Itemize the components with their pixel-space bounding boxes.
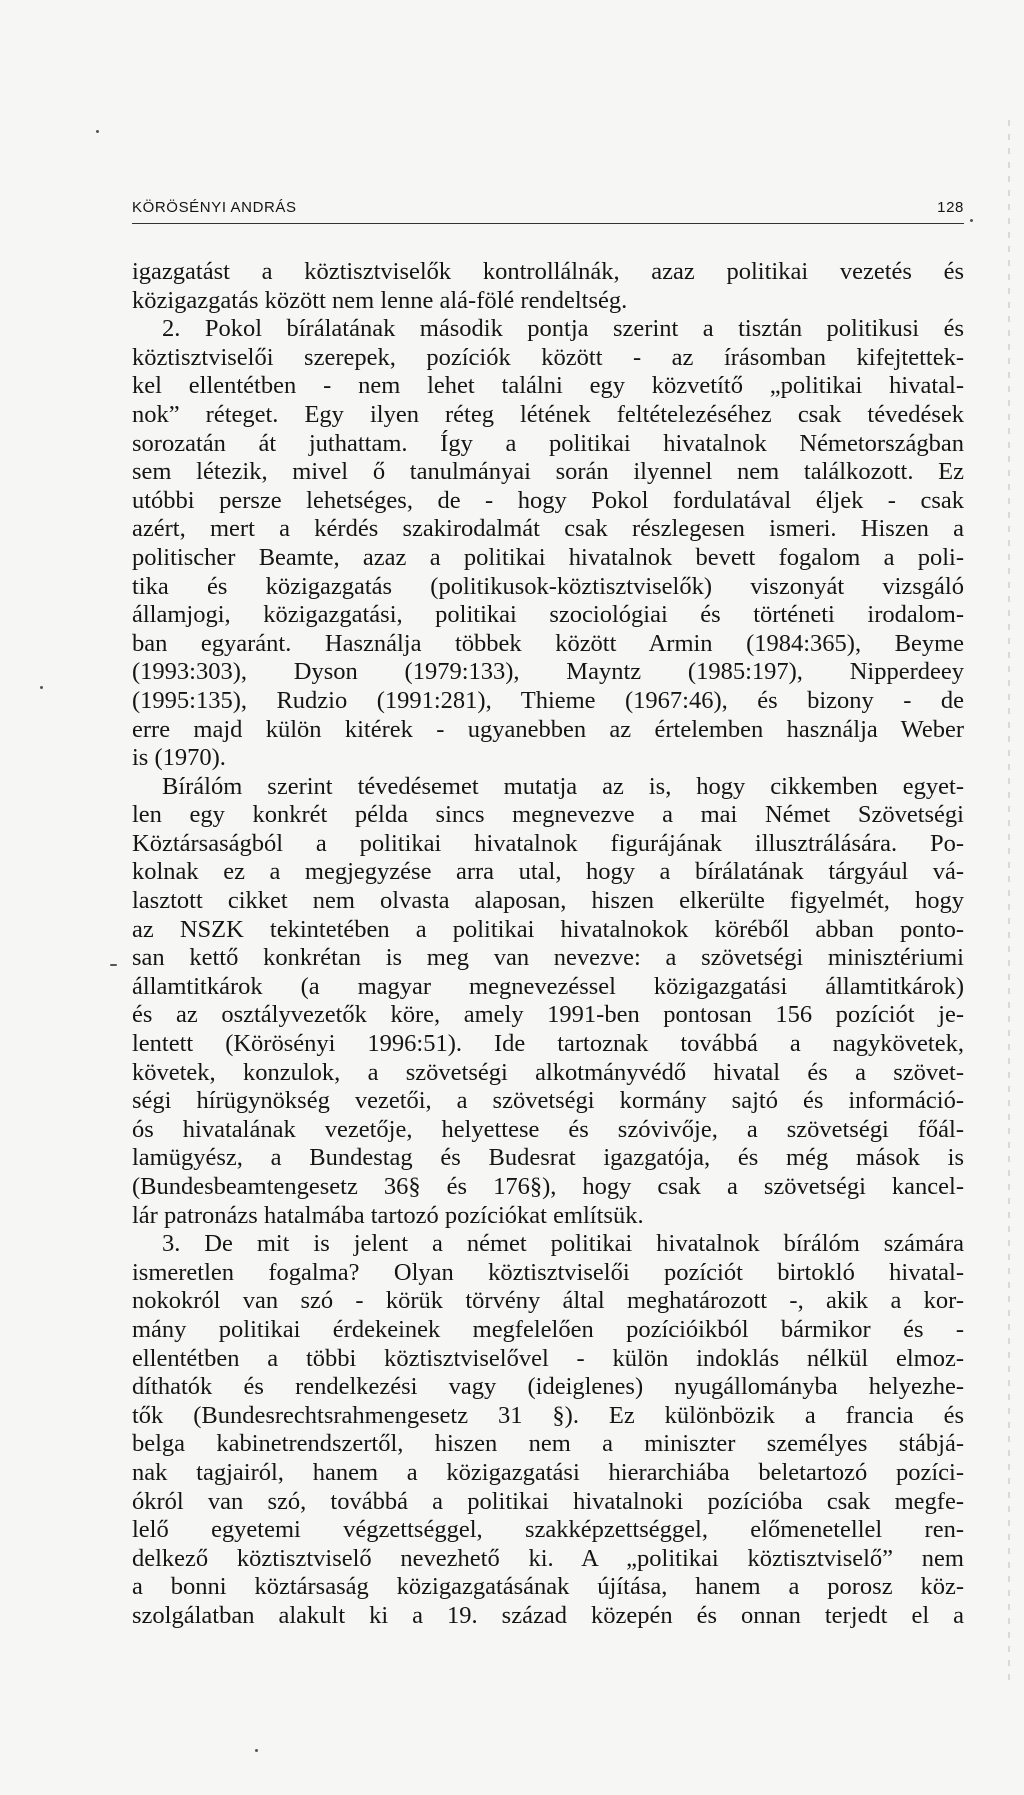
header-rule bbox=[132, 223, 964, 224]
text-line: ellentétben a többi köztisztviselővel - külön indoklás nélkül elmoz- bbox=[132, 1344, 964, 1372]
page-number: 128 bbox=[937, 199, 964, 216]
text-line: tika és közigazgatás (politikusok-köztisztviselők) viszonyát vizsgáló bbox=[132, 572, 964, 600]
text-line: Bírálóm szerint tévedésemet mutatja az is, hogy cikkemben egyet- bbox=[162, 772, 964, 800]
scan-speck bbox=[255, 1749, 258, 1752]
text-line: sem létezik, mivel ő tanulmányai során ilyennel nem találkozott. Ez bbox=[132, 458, 964, 486]
text-line: lár patronázs hatalmába tartozó pozíciókat említsük. bbox=[132, 1201, 644, 1229]
text-line: díthatók és rendelkezési vagy (ideiglenes) nyugállományba helyezhe- bbox=[132, 1373, 964, 1401]
text-line: ismeretlen fogalma? Olyan köztisztviselői pozíciót birtokló hivatal- bbox=[132, 1258, 964, 1286]
text-line: san kettő konkrétan is meg van nevezve: a szövetségi minisztériumi bbox=[132, 944, 964, 972]
header-author: KÖRÖSÉNYI ANDRÁS bbox=[132, 199, 297, 216]
text-line: államjogi, közigazgatási, politikai szociológiai és történeti irodalom- bbox=[132, 601, 964, 629]
text-line: utóbbi persze lehetséges, de - hogy Pokol fordulatával éljek - csak bbox=[132, 486, 964, 514]
text-line: (Bundesbeamtengesetz 36§ és 176§), hogy csak a szövetségi kancel- bbox=[132, 1173, 964, 1200]
text-line: nak tagjairól, hanem a közigazgatási hierarchiába beletartozó pozíci- bbox=[132, 1458, 964, 1486]
text-line: 2. Pokol bírálatának második pontja szerint a tisztán politikusi és bbox=[162, 315, 964, 343]
body-text bbox=[132, 258, 964, 1631]
scan-speck bbox=[40, 686, 43, 689]
text-line: is (1970). bbox=[132, 744, 226, 772]
text-line: belga kabinetrendszertől, hiszen nem a miniszter személyes stábjá- bbox=[132, 1430, 964, 1458]
text-line: a bonni köztársaság közigazgatásának újítása, hanem a porosz köz- bbox=[132, 1573, 964, 1601]
text-line: ókról van szó, továbbá a politikai hivatalnoki pozícióba csak megfe- bbox=[132, 1487, 964, 1515]
text-line: ban egyaránt. Használja többek között Armin (1984:365), Beyme bbox=[132, 629, 964, 657]
text-line: lentett (Körösényi 1996:51). Ide tartoznak továbbá a nagykövetek, bbox=[132, 1030, 964, 1058]
text-line: kolnak ez a megjegyzése arra utal, hogy a bírálatának tárgyául vá- bbox=[132, 858, 964, 886]
scan-speck bbox=[970, 219, 973, 222]
text-line: szolgálatban alakult ki a 19. század közepén és onnan terjedt el a bbox=[132, 1601, 964, 1629]
text-line: len egy konkrét példa sincs megnevezve a mai Német Szövetségi bbox=[132, 801, 964, 829]
text-line: nokokról van szó - körük törvény által meghatározott -, akik a kor- bbox=[132, 1287, 964, 1315]
scan-edge-shadow bbox=[1008, 120, 1010, 1680]
text-line: (1995:135), Rudzio (1991:281), Thieme (1967:46), és bizony - de bbox=[132, 686, 964, 714]
running-header bbox=[132, 199, 964, 221]
text-line: lasztott cikket nem olvasta alaposan, hiszen elkerülte figyelmét, hogy bbox=[132, 887, 964, 915]
text-line: lamügyész, a Bundestag és Budesrat igazgatója, és még mások is bbox=[132, 1144, 964, 1172]
text-line: politischer Beamte, azaz a politikai hivatalnok bevett fogalom a poli- bbox=[132, 543, 964, 571]
text-line: kel ellentétben - nem lehet találni egy közvetítő „politikai hivatal- bbox=[132, 372, 964, 400]
text-line: mány politikai érdekeinek megfelelően pozícióikból bármikor és - bbox=[132, 1315, 964, 1343]
text-line: 3. De mit is jelent a német politikai hivatalnok bírálóm számára bbox=[162, 1230, 964, 1258]
text-line: tők (Bundesrechtsrahmengesetz 31 §). Ez különbözik a francia és bbox=[132, 1401, 964, 1429]
text-line: delkező köztisztviselő nevezhető ki. A „politikai köztisztviselő” nem bbox=[132, 1544, 964, 1572]
text-line: közigazgatás között nem lenne alá-fölé rendeltség. bbox=[132, 286, 628, 314]
text-line: ségi hírügynökség vezetői, a szövetségi kormány sajtó és információ- bbox=[132, 1087, 964, 1115]
text-line: nok” réteget. Egy ilyen réteg létének feltételezéséhez csak tévedések bbox=[132, 400, 964, 428]
scan-speck bbox=[96, 130, 99, 133]
text-line: azért, mert a kérdés szakirodalmát csak részlegesen ismeri. Hiszen a bbox=[132, 515, 964, 543]
text-line: Köztársaságból a politikai hivatalnok figurájának illusztrálására. Po- bbox=[132, 829, 964, 857]
text-line: igazgatást a köztisztviselők kontrollálnák, azaz politikai vezetés és bbox=[132, 258, 964, 285]
text-line: ós hivatalának vezetője, helyettese és szóvivője, a szövetségi főál- bbox=[132, 1115, 964, 1143]
text-line: lelő egyetemi végzettséggel, szakképzettséggel, előmenetellel ren- bbox=[132, 1516, 964, 1544]
text-line: az NSZK tekintetében a politikai hivatalnokok köréből abban ponto- bbox=[132, 915, 964, 943]
text-line: sorozatán át juthattam. Így a politikai hivatalnok Németországban bbox=[132, 429, 964, 457]
text-line: és az osztályvezetők köre, amely 1991-ben pontosan 156 pozíciót je- bbox=[132, 1001, 964, 1029]
scan-speck bbox=[110, 964, 117, 966]
text-line: (1993:303), Dyson (1979:133), Mayntz (1985:197), Nipperdeey bbox=[132, 658, 964, 686]
text-line: erre majd külön kitérek - ugyanebben az értelemben használja Weber bbox=[132, 715, 964, 743]
text-line: követek, konzulok, a szövetségi alkotmányvédő hivatal és a szövet- bbox=[132, 1058, 964, 1086]
text-line: köztisztviselői szerepek, pozíciók között - az írásomban kifejtettek- bbox=[132, 343, 964, 371]
text-line: államtitkárok (a magyar megnevezéssel közigazgatási államtitkárok) bbox=[132, 972, 964, 1000]
